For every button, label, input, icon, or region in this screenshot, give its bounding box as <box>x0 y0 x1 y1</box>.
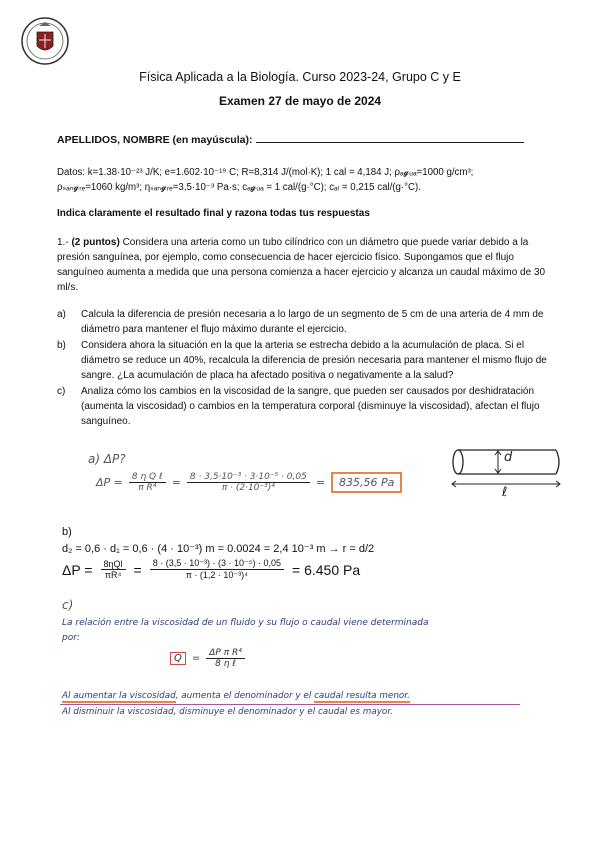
data-line-2: ρₛₐₙ𝓰ᵣₑ=1060 kg/m³; ηₛₐₙ𝓰ᵣₑ=3,5·10⁻³ Pa·s; cₐ𝓰ᵤₐ = 1 cal/(g·°C); cₐₗ = 0,215 cal/(g·°C). <box>57 182 421 193</box>
c-conclusion-line1 <box>62 688 552 704</box>
problem-points: (2 puntos) <box>71 237 120 248</box>
solution-c-text <box>62 616 542 646</box>
b-result: = 6.450 Pa <box>292 561 361 578</box>
solution-b-label: b) <box>62 526 72 538</box>
solution-c-label: c) <box>62 598 74 612</box>
data-line-1: Datos: k=1.38·10⁻²³ J/K; e=1.602·10⁻¹⁹ C; R=8,314 J/(mol·K); 1 cal = 4,184 J; ρₐ𝓰ᵤₐ=1000 g/cm³; <box>57 167 474 178</box>
purple-underline <box>60 704 520 705</box>
problem-number: 1.- <box>57 237 69 248</box>
b-lhs: ΔP = <box>62 561 93 578</box>
c-conclusion-line2: Al disminuir la viscosidad, disminuye el denominador y el caudal es mayor. <box>62 707 393 717</box>
c-concl1-b: , aumenta el denominador y el <box>175 691 315 701</box>
a-lhs: ΔP = <box>96 476 123 489</box>
instructions: Indica claramente el resultado final y razona todas tus respuestas <box>57 208 370 219</box>
item-label: b) <box>57 340 66 351</box>
solution-b-formula <box>62 558 360 581</box>
a-sub-fraction <box>187 472 310 493</box>
a-result-box: 835,56 Pa <box>331 472 402 493</box>
item-text: Calcula la diferencia de presión necesaria a lo largo de un segmento de 5 cm de una arteria de 4 mm de diámetro para mantener el flujo máximo durante el ejercicio. <box>81 309 544 335</box>
exam-date-title: Examen 27 de mayo de 2024 <box>218 94 382 108</box>
a-fraction <box>129 472 166 493</box>
b-eq: = <box>133 561 142 578</box>
c-frac-den: 8 η ℓ <box>215 659 236 669</box>
solution-c-formula: Q = $\frac{\text{ΔP π R⁴}}{\text{8 η ℓ}}$ <box>170 648 245 669</box>
c-formula-lhs: Q <box>170 652 186 665</box>
exam-title: Física Aplicada a la Biología. Curso 2023-24, Grupo C y E <box>139 70 461 84</box>
c-concl1-c: caudal resulta menor. <box>314 691 410 701</box>
c-concl1-a: Al aumentar la viscosidad <box>62 691 176 701</box>
item-text: Considera ahora la situación en la que la arteria se estrecha debido a la acumulación de placa. Si el diámetro se reduce un 40%, recalcula la diferencia de presión necesaria para mantener el mismo flujo de sangre. ¿La acumulación de placa ha afectado positiva o negativamente a la salud? <box>81 340 547 381</box>
data-constants <box>57 165 557 195</box>
c-frac-num: ΔP π R⁴ <box>206 648 245 659</box>
item-label: a) <box>57 309 66 320</box>
solution-a-label: a) ΔP? <box>88 452 126 466</box>
item-text: Analiza cómo los cambios en la viscosidad de la sangre, que pueden ser causados por deshidratación (aumenta la viscosidad) o cambios en la temperatura corporal (disminuye la viscosidad), afectan el flujo sanguíneo. <box>81 386 540 427</box>
problem-statement <box>57 235 557 295</box>
a-sub-num: 8 · 3,5·10⁻³ · 3·10⁻⁵ · 0,05 <box>187 472 310 483</box>
b-frac-num: 8ηQl <box>101 559 126 570</box>
problem-item-b <box>57 338 557 383</box>
a-frac-den: π R⁴ <box>138 483 157 493</box>
solution-a-formula <box>96 472 402 493</box>
b-fraction <box>101 559 126 580</box>
name-blank-line <box>256 134 524 143</box>
a-eq: = <box>171 476 181 489</box>
problem-item-c <box>57 384 557 429</box>
item-label: c) <box>57 386 66 397</box>
diagram-d-label: d <box>504 450 513 465</box>
c-fraction <box>206 648 245 669</box>
a-eq-2: = <box>315 476 326 489</box>
problem-item-a <box>57 307 557 337</box>
c-text-line1: La relación entre la viscosidad de un fluido y su flujo o caudal viene determinada <box>62 618 429 628</box>
a-sub-den: π · (2·10⁻³)⁴ <box>221 483 275 493</box>
name-field-row <box>57 134 524 146</box>
b-sub-num: 8 · (3,5 · 10⁻³) · (3 · 10⁻⁵) · 0,05 <box>150 558 284 570</box>
university-crest-logo <box>20 14 70 72</box>
diagram-l-label: ℓ <box>502 485 508 500</box>
b-frac-den: πR⁴ <box>104 570 122 580</box>
artery-cylinder-diagram <box>448 440 568 500</box>
solution-b-diameter: d₂ = 0,6 · d₁ = 0,6 · (4 · 10⁻³) m = 0.0024 = 2,4 10⁻³ m → r = d/2 <box>62 543 375 555</box>
b-sub-fraction <box>150 558 284 581</box>
a-frac-num: 8 η Q ℓ <box>129 472 166 483</box>
problem-text: Considera una arteria como un tubo cilíndrico con un diámetro que puede variar debido a la presión sanguínea, por ejemplo, como consecuencia de hacer ejercicio físico. Supongamos que el flujo sanguíneo aumenta a medida que una persona comienza a hacer ejercicio y alcanza un caudal máximo de 30 ml/s. <box>57 237 546 293</box>
b-sub-den: π · (1,2 · 10⁻³)⁴ <box>185 570 249 580</box>
c-text-line2: por: <box>62 633 80 643</box>
name-label: APELLIDOS, NOMBRE (en mayúscula): <box>57 134 253 146</box>
